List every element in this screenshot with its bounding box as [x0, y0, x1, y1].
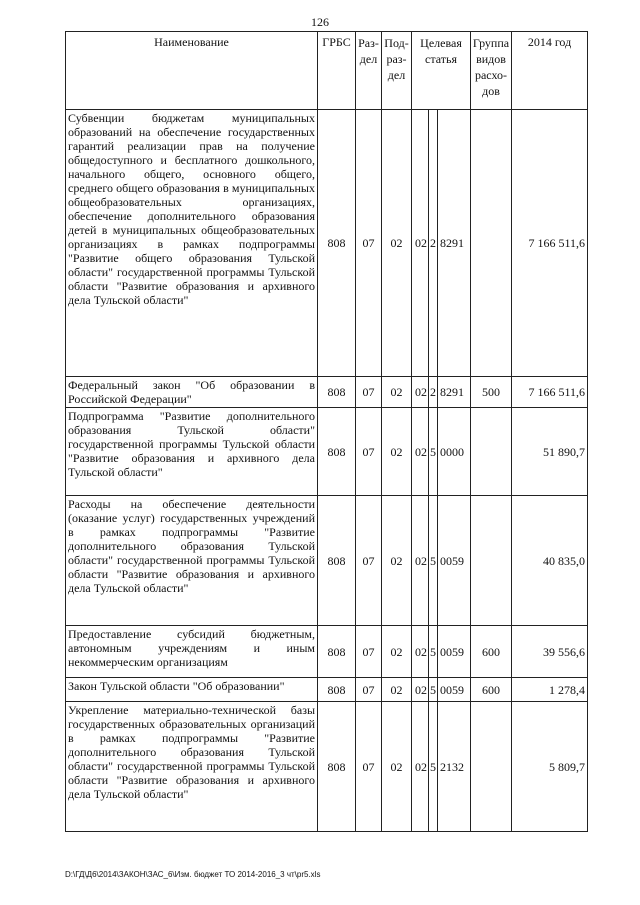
- row-amount: 7 166 511,6: [512, 377, 588, 408]
- row-razdel: 07: [356, 496, 382, 626]
- row-gruppa: [471, 408, 512, 496]
- row-celevaya-part2: 5: [429, 626, 438, 678]
- row-celevaya-part2: 2: [429, 377, 438, 408]
- file-path-footer: D:\ГД\Д6\2014\ЗАКОН\ЗАС_6\Изм. бюджет ТО 2014-2016_3 чт\pr5.xls: [65, 870, 321, 879]
- row-razdel: 07: [356, 408, 382, 496]
- row-gruppa: [471, 110, 512, 377]
- row-celevaya-part1: 02: [412, 408, 429, 496]
- row-podrazdel: 02: [382, 496, 412, 626]
- row-celevaya-part3: 0059: [438, 678, 471, 702]
- row-gruppa: [471, 496, 512, 626]
- row-gruppa: 500: [471, 377, 512, 408]
- table-row: [66, 377, 588, 408]
- row-celevaya-part1: 02: [412, 626, 429, 678]
- row-grbs: 808: [318, 702, 356, 832]
- header-razdel: Раз-дел: [356, 32, 382, 110]
- row-razdel: 07: [356, 702, 382, 832]
- row-razdel: 07: [356, 110, 382, 377]
- row-razdel: 07: [356, 626, 382, 678]
- row-podrazdel: 02: [382, 110, 412, 377]
- row-celevaya-part3: 0000: [438, 408, 471, 496]
- row-podrazdel: 02: [382, 702, 412, 832]
- row-grbs: 808: [318, 626, 356, 678]
- header-celevaya-statya: Целевая статья: [412, 32, 471, 110]
- row-gruppa: [471, 702, 512, 832]
- row-grbs: 808: [318, 678, 356, 702]
- row-amount: 5 809,7: [512, 702, 588, 832]
- budget-table: [65, 31, 588, 832]
- row-celevaya-part3: 0059: [438, 626, 471, 678]
- header-name: Наименование: [66, 32, 318, 110]
- header-gruppa-vidov-rashodov: Группа видов расхо-дов: [471, 32, 512, 110]
- row-name: Закон Тульской области "Об образовании": [66, 678, 318, 702]
- row-razdel: 07: [356, 377, 382, 408]
- table-row: [66, 678, 588, 702]
- row-celevaya-part3: 8291: [438, 377, 471, 408]
- row-gruppa: 600: [471, 626, 512, 678]
- table-row: [66, 702, 588, 832]
- row-celevaya-part2: 5: [429, 678, 438, 702]
- page-number: 126: [311, 15, 329, 29]
- row-celevaya-part1: 02: [412, 678, 429, 702]
- row-grbs: 808: [318, 408, 356, 496]
- row-celevaya-part3: 0059: [438, 496, 471, 626]
- row-celevaya-part2: 2: [429, 110, 438, 377]
- row-grbs: 808: [318, 377, 356, 408]
- row-podrazdel: 02: [382, 377, 412, 408]
- header-row: [66, 32, 588, 110]
- row-celevaya-part2: 5: [429, 496, 438, 626]
- header-year-2014: 2014 год: [512, 32, 588, 110]
- header-podrazdel: Под-раз-дел: [382, 32, 412, 110]
- row-podrazdel: 02: [382, 626, 412, 678]
- row-celevaya-part1: 02: [412, 110, 429, 377]
- table-row: [66, 110, 588, 377]
- table-row: [66, 626, 588, 678]
- row-celevaya-part2: 5: [429, 702, 438, 832]
- row-name: Федеральный закон "Об образовании в Российской Федерации": [66, 377, 318, 408]
- row-podrazdel: 02: [382, 408, 412, 496]
- row-amount: 40 835,0: [512, 496, 588, 626]
- row-celevaya-part1: 02: [412, 496, 429, 626]
- row-celevaya-part1: 02: [412, 377, 429, 408]
- row-name: Подпрограмма "Развитие дополнительного образования Тульской области" государственной программы Тульской области "Развитие образования и архивного дела Тульской области": [66, 408, 318, 496]
- row-name: Субвенции бюджетам муниципальных образований на обеспечение государственных гарантий реализации прав на получение общедоступного и бесплатного дошкольного, начального общего, основного общего, среднего общего образования в муниципальных общеобразовательных организациях, обеспечение дополнительного образования детей в муниципальных общеобразовательных организациях в рамках подпрограммы "Развитие общего образования Тульской области" государственной программы Тульской области "Развитие образования и архивного дела Тульской области": [66, 110, 318, 377]
- row-gruppa: 600: [471, 678, 512, 702]
- row-amount: 7 166 511,6: [512, 110, 588, 377]
- row-amount: 51 890,7: [512, 408, 588, 496]
- row-celevaya-part1: 02: [412, 702, 429, 832]
- row-celevaya-part2: 5: [429, 408, 438, 496]
- row-name: Расходы на обеспечение деятельности (оказание услуг) государственных учреждений в рамках подпрограммы "Развитие дополнительного образования Тульской области" государственной программы Тульской области "Развитие образования и архивного дела Тульской области": [66, 496, 318, 626]
- table-row: [66, 408, 588, 496]
- table-row: [66, 496, 588, 626]
- row-razdel: 07: [356, 678, 382, 702]
- row-grbs: 808: [318, 496, 356, 626]
- row-amount: 39 556,6: [512, 626, 588, 678]
- header-grbs: ГРБС: [318, 32, 356, 110]
- row-celevaya-part3: 8291: [438, 110, 471, 377]
- row-podrazdel: 02: [382, 678, 412, 702]
- row-celevaya-part3: 2132: [438, 702, 471, 832]
- row-amount: 1 278,4: [512, 678, 588, 702]
- row-name: Укрепление материально-технической базы государственных образовательных организаций в рамках подпрограммы "Развитие дополнительного образования Тульской области" государственной программы Тульской области "Развитие образования и архивного дела Тульской области": [66, 702, 318, 832]
- row-name: Предоставление субсидий бюджетным, автономным учреждениям и иным некоммерческим организациям: [66, 626, 318, 678]
- row-grbs: 808: [318, 110, 356, 377]
